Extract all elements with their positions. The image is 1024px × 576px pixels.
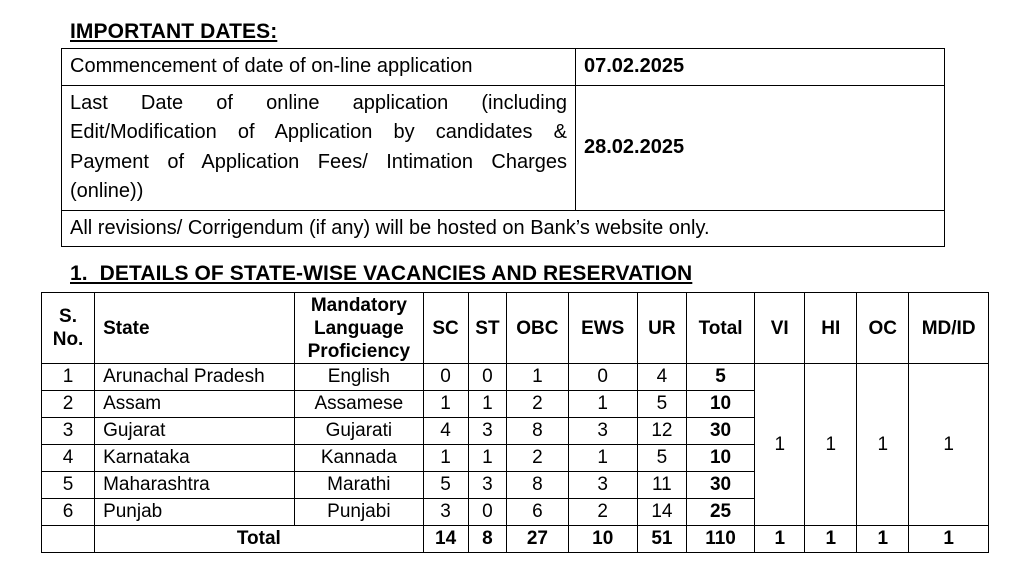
cell-state: Assam [95, 391, 295, 418]
total-label: Total [95, 526, 424, 553]
cell-st: 3 [468, 418, 507, 445]
cell-language: Gujarati [295, 418, 424, 445]
cell-empty [42, 526, 95, 553]
total-total: 110 [686, 526, 754, 553]
total-sc: 14 [423, 526, 468, 553]
cell-language: Assamese [295, 391, 424, 418]
total-oc: 1 [857, 526, 909, 553]
cell-obc: 2 [507, 391, 568, 418]
col-header-total: Total [686, 293, 754, 364]
total-mdid: 1 [909, 526, 989, 553]
cell-language: Marathi [295, 472, 424, 499]
cell-ur: 4 [637, 364, 686, 391]
vacancies-heading: 1. DETAILS OF STATE-WISE VACANCIES AND RESERVATION [70, 262, 693, 285]
cell-obc: 8 [507, 418, 568, 445]
cell-sno: 4 [42, 445, 95, 472]
cell-sno: 1 [42, 364, 95, 391]
cell-sno: 6 [42, 499, 95, 526]
col-header-st: ST [468, 293, 507, 364]
col-header-oc: OC [857, 293, 909, 364]
cell-sno: 3 [42, 418, 95, 445]
cell-sc: 1 [423, 391, 468, 418]
col-header-sc: SC [423, 293, 468, 364]
cell-ews: 0 [568, 364, 637, 391]
important-dates-table [61, 48, 945, 247]
cell-ews: 2 [568, 499, 637, 526]
date-value: 28.02.2025 [576, 85, 945, 210]
cell-st: 1 [468, 391, 507, 418]
cell-ews: 3 [568, 472, 637, 499]
cell-sc: 4 [423, 418, 468, 445]
cell-st: 1 [468, 445, 507, 472]
cell-sno: 5 [42, 472, 95, 499]
col-header-vi: VI [755, 293, 805, 364]
total-row [42, 526, 989, 553]
cell-language: English [295, 364, 424, 391]
cell-total: 25 [686, 499, 754, 526]
cell-sc: 5 [423, 472, 468, 499]
cell-ur: 14 [637, 499, 686, 526]
cell-state: Karnataka [95, 445, 295, 472]
cell-sc: 3 [423, 499, 468, 526]
cell-ur: 11 [637, 472, 686, 499]
cell-total: 30 [686, 472, 754, 499]
cell-ur: 5 [637, 391, 686, 418]
revision-note: All revisions/ Corrigendum (if any) will be hosted on Bank’s website only. [62, 210, 945, 247]
col-header-language: Mandatory Language Proficiency [295, 293, 424, 364]
date-label: Commencement of date of on-line application [62, 49, 576, 86]
cell-total: 5 [686, 364, 754, 391]
total-obc: 27 [507, 526, 568, 553]
cell-state: Gujarat [95, 418, 295, 445]
cell-language: Punjabi [295, 499, 424, 526]
cell-obc: 8 [507, 472, 568, 499]
cell-st: 3 [468, 472, 507, 499]
total-hi: 1 [805, 526, 857, 553]
cell-ur: 5 [637, 445, 686, 472]
cell-obc: 2 [507, 445, 568, 472]
cell-total: 10 [686, 391, 754, 418]
cell-state: Maharashtra [95, 472, 295, 499]
col-header-state: State [95, 293, 295, 364]
cell-st: 0 [468, 499, 507, 526]
table-row [62, 210, 945, 247]
cell-ews: 1 [568, 391, 637, 418]
cell-language: Kannada [295, 445, 424, 472]
vacancies-table [41, 292, 989, 553]
total-vi: 1 [755, 526, 805, 553]
total-ews: 10 [568, 526, 637, 553]
date-label: Last Date of online application (including Edit/Modification of Application by candidates & Payment of Application Fees/ Intimation Charges (online)) [62, 85, 576, 210]
cell-obc: 6 [507, 499, 568, 526]
table-header-row [42, 293, 989, 364]
cell-sc: 0 [423, 364, 468, 391]
cell-ur: 12 [637, 418, 686, 445]
cell-ews: 1 [568, 445, 637, 472]
col-header-ews: EWS [568, 293, 637, 364]
date-value: 07.02.2025 [576, 49, 945, 86]
cell-oc: 1 [857, 364, 909, 526]
cell-state: Punjab [95, 499, 295, 526]
col-header-mdid: MD/ID [909, 293, 989, 364]
col-header-sno: S. No. [42, 293, 95, 364]
total-ur: 51 [637, 526, 686, 553]
col-header-hi: HI [805, 293, 857, 364]
cell-st: 0 [468, 364, 507, 391]
cell-sno: 2 [42, 391, 95, 418]
table-row [62, 49, 945, 86]
table-row [62, 85, 945, 210]
total-st: 8 [468, 526, 507, 553]
cell-state: Arunachal Pradesh [95, 364, 295, 391]
cell-total: 10 [686, 445, 754, 472]
cell-sc: 1 [423, 445, 468, 472]
cell-obc: 1 [507, 364, 568, 391]
table-row [42, 364, 989, 391]
important-dates-heading: IMPORTANT DATES: [70, 20, 278, 43]
col-header-ur: UR [637, 293, 686, 364]
cell-ews: 3 [568, 418, 637, 445]
cell-hi: 1 [805, 364, 857, 526]
cell-total: 30 [686, 418, 754, 445]
col-header-obc: OBC [507, 293, 568, 364]
cell-mdid: 1 [909, 364, 989, 526]
cell-vi: 1 [755, 364, 805, 526]
